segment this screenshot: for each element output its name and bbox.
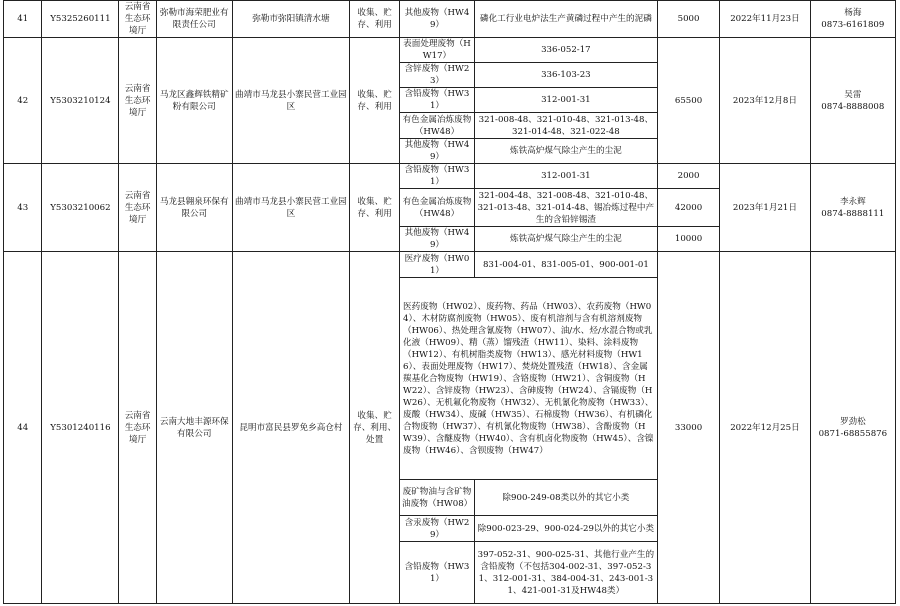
capacity: 5000 (657, 1, 719, 38)
issuing-authority: 云南省生态环境厅 (119, 1, 156, 38)
waste-subcode: 321-004-48、321-008-48、321-010-48、321-013-48、321-014-48、锡冶炼过程中产生的含铅锌锡渣 (474, 189, 657, 227)
contact-name: 李永辉 (839, 196, 866, 207)
issuing-authority: 云南省生态环境厅 (119, 38, 156, 164)
waste-type: 表面处理废物（HW17） (400, 38, 475, 63)
operation-mode: 收集、贮存、利用 (350, 38, 400, 164)
permit-code: Y5325260111 (42, 1, 119, 38)
company-name: 马龙区鑫辉铁精矿粉有限公司 (156, 38, 232, 164)
waste-type: 其他废物（HW49） (400, 1, 475, 38)
table-row (4, 164, 896, 189)
operation-mode: 收集、贮存、利用、处置 (350, 252, 400, 604)
capacity: 65500 (657, 38, 719, 164)
company-name: 马龙县翱泉环保有限公司 (156, 164, 232, 252)
issuing-authority: 云南省生态环境厅 (119, 252, 156, 604)
permit-code: Y5301240116 (42, 252, 119, 604)
row-number: 44 (4, 252, 42, 604)
waste-type: 含锌废物（HW23） (400, 63, 475, 88)
waste-subcode: 397-052-31、900-025-31、其他行业产生的含铅废物（不包括304-002-31、397-052-31、312-001-31、384-004-31、243-001-31、421-001-31及HW48类） (474, 542, 657, 604)
waste-type: 含铅废物（HW31） (400, 164, 475, 189)
waste-type: 含铅废物（HW31） (400, 542, 475, 604)
permit-code: Y5303210124 (42, 38, 119, 164)
waste-subcode: 除900-249-08类以外的其它小类 (474, 480, 657, 516)
facility-address: 曲靖市马龙县小寨民营工业园区 (232, 164, 349, 252)
facility-address: 昆明市富民县罗免乡高仓村 (232, 252, 349, 604)
waste-type: 废矿物油与含矿物油废物（HW08） (400, 480, 475, 516)
capacity: 42000 (657, 189, 719, 227)
contact-name: 罗劲松 (839, 416, 866, 427)
table-row (4, 252, 896, 278)
contact (810, 38, 895, 164)
waste-subcode: 312-001-31 (474, 164, 657, 189)
contact (810, 252, 895, 604)
waste-subcode: 312-001-31 (474, 88, 657, 113)
contact (810, 1, 895, 38)
facility-address: 弥勒市弥阳镇清水塘 (232, 1, 349, 38)
operation-mode: 收集、贮存、利用 (350, 1, 400, 38)
waste-type: 含铅废物（HW31） (400, 88, 475, 113)
waste-subcode: 321-008-48、321-010-48、321-013-48、321-014-48、321-022-48 (474, 113, 657, 139)
contact-name: 吴雷 (844, 89, 862, 100)
waste-subcode: 336-103-23 (474, 63, 657, 88)
row-number: 42 (4, 38, 42, 164)
capacity: 10000 (657, 227, 719, 252)
contact-phone: 0873-6161809 (821, 20, 885, 30)
waste-subcode: 831-004-01、831-005-01、900-001-01 (474, 252, 657, 278)
contact-phone: 0871-68855876 (818, 428, 888, 439)
permit-code: Y5303210062 (42, 164, 119, 252)
facility-address: 曲靖市马龙县小寨民营工业园区 (232, 38, 349, 164)
row-number: 43 (4, 164, 42, 252)
contact (810, 164, 895, 252)
operation-mode: 收集、贮存、利用 (350, 164, 400, 252)
table-row (4, 1, 896, 38)
waste-category-list: 医药废物（HW02）、废药物、药品（HW03）、农药废物（HW04）、木材防腐剂废物（HW05）、废有机溶剂与含有机溶剂废物（HW06）、热处理含氰废物（HW07）、油/水、烃/水混合物或乳化液（HW09）、精（蒸）馏残渣（HW11）、染料、涂料废物（HW12）、有机树脂类废物（HW13）、感光材料废物（HW16）、表面处理废物（HW17）、焚烧处置残渣（HW18）、含金属羰基化合物废物（HW19）、含铬废物（HW21）、含铜废物（HW22）、含锌废物（HW23）、含砷废物（HW24）、含镉废物（HW26）、无机氟化物废物（HW32）、无机氰化物废物（HW33）、废酸（HW34）、废碱（HW35）、石棉废物（HW36）、有机磷化合物废物（HW37）、有机氰化物废物（HW38）、含酚废物（HW39）、含醚废物（HW40）、含有机卤化物废物（HW45）、含镍废物（HW46）、含钡废物（HW47） (400, 278, 658, 480)
valid-until: 2022年11月23日 (720, 1, 810, 38)
capacity: 33000 (657, 252, 719, 604)
table-row (4, 38, 896, 63)
contact-phone: 0874-8888111 (821, 208, 885, 219)
contact-name: 杨海 (844, 8, 862, 18)
waste-type: 有色金属冶炼废物（HW48） (400, 189, 475, 227)
waste-subcode: 除900-023-29、900-024-29以外的其它小类 (474, 516, 657, 542)
capacity: 2000 (657, 164, 719, 189)
waste-type: 医疗废物（HW01） (400, 252, 475, 278)
waste-type: 含汞废物（HW29） (400, 516, 475, 542)
valid-until: 2023年12月8日 (720, 38, 810, 164)
contact-phone: 0874-8888008 (821, 101, 885, 112)
company-name: 云南大地丰源环保有限公司 (156, 252, 232, 604)
row-number: 41 (4, 1, 42, 38)
company-name: 弥勒市海荣肥业有限责任公司 (156, 1, 232, 38)
issuing-authority: 云南省生态环境厅 (119, 164, 156, 252)
waste-subcode: 磷化工行业电炉法生产黄磷过程中产生的泥磷 (474, 1, 657, 38)
waste-subcode: 炼铁高炉煤气除尘产生的尘泥 (474, 227, 657, 252)
waste-type: 有色金属冶炼废物（HW48） (400, 113, 475, 139)
waste-type: 其他废物（HW49） (400, 139, 475, 164)
waste-type: 其他废物（HW49） (400, 227, 475, 252)
valid-until: 2023年1月21日 (720, 164, 810, 252)
waste-subcode: 336-052-17 (474, 38, 657, 63)
permit-table (3, 0, 896, 604)
valid-until: 2022年12月25日 (720, 252, 810, 604)
waste-subcode: 炼铁高炉煤气除尘产生的尘泥 (474, 139, 657, 164)
